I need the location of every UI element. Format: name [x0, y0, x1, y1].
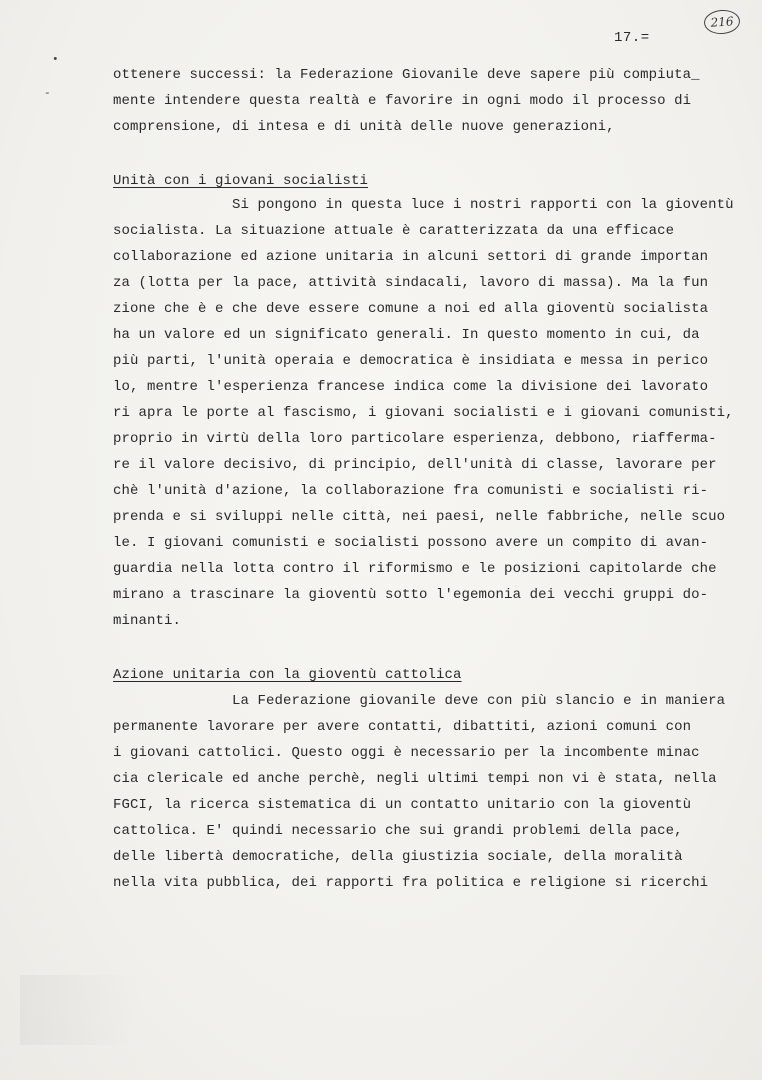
text-line: lo, mentre l'esperienza francese indica come la divisione dei lavorato — [113, 379, 709, 395]
text-line: mirano a trascinare la gioventù sotto l'egemonia dei vecchi gruppi do- — [113, 587, 709, 603]
text-line: più parti, l'unità operaia e democratica è insidiata e messa in perico — [113, 353, 709, 369]
margin-mark: - — [44, 88, 51, 100]
text-line: permanente lavorare per avere contatti, dibattiti, azioni comuni con — [113, 719, 692, 735]
text-line: ri apra le porte al fascismo, i giovani socialisti e i giovani comunisti, — [113, 405, 734, 421]
faded-watermark — [20, 975, 140, 1045]
text-line: FGCI, la ricerca sistematica di un contatto unitario con la gioventù — [113, 797, 692, 813]
archive-stamp: 216 — [703, 9, 741, 35]
text-line: i giovani cattolici. Questo oggi è necessario per la incombente minac — [113, 745, 700, 761]
text-line: mente intendere questa realtà e favorire in ogni modo il processo di — [113, 93, 692, 109]
text-line: za (lotta per la pace, attività sindacali, lavoro di massa). Ma la fun — [113, 275, 709, 291]
text-line: delle libertà democratiche, della giustizia sociale, della moralità — [113, 849, 683, 865]
text-line: socialista. La situazione attuale è caratterizzata da una efficace — [113, 223, 675, 239]
text-line: nella vita pubblica, dei rapporti fra politica e religione si ricerchi — [113, 875, 709, 891]
text-line: Si pongono in questa luce i nostri rapporti con la gioventù — [113, 197, 734, 213]
text-line: collaborazione ed azione unitaria in alcuni settori di grande importan — [113, 249, 709, 265]
page-number: 17.= — [614, 30, 650, 46]
text-line: chè l'unità d'azione, la collaborazione fra comunisti e socialisti ri- — [113, 483, 709, 499]
text-line: cia clericale ed anche perchè, negli ultimi tempi non vi è stata, nella — [113, 771, 717, 787]
text-line: re il valore decisivo, di principio, dell'unità di classe, lavorare per — [113, 457, 717, 473]
text-line: guardia nella lotta contro il riformismo e le posizioni capitolarde che — [113, 561, 717, 577]
text-line: comprensione, di intesa e di unità delle nuove generazioni, — [113, 119, 615, 135]
text-line: zione che è e che deve essere comune a noi ed alla gioventù socialista — [113, 301, 709, 317]
text-line: prenda e si sviluppi nelle città, nei paesi, nelle fabbriche, nelle scuo — [113, 509, 726, 525]
text-line: proprio in virtù della loro particolare esperienza, debbono, riafferma- — [113, 431, 717, 447]
text-line: ottenere successi: la Federazione Giovanile deve sapere più compiuta_ — [113, 67, 700, 83]
section-heading-socialisti: Unità con i giovani socialisti — [113, 173, 369, 189]
text-line: minanti. — [113, 613, 182, 629]
text-line: La Federazione giovanile deve con più slancio e in maniera — [113, 693, 726, 709]
margin-mark: • — [52, 54, 59, 66]
text-line: le. I giovani comunisti e socialisti possono avere un compito di avan- — [113, 535, 709, 551]
text-line: cattolica. E' quindi necessario che sui grandi problemi della pace, — [113, 823, 683, 839]
text-line: ha un valore ed un significato generali. In questo momento in cui, da — [113, 327, 700, 343]
section-heading-cattolica: Azione unitaria con la gioventù cattolica — [113, 667, 462, 683]
